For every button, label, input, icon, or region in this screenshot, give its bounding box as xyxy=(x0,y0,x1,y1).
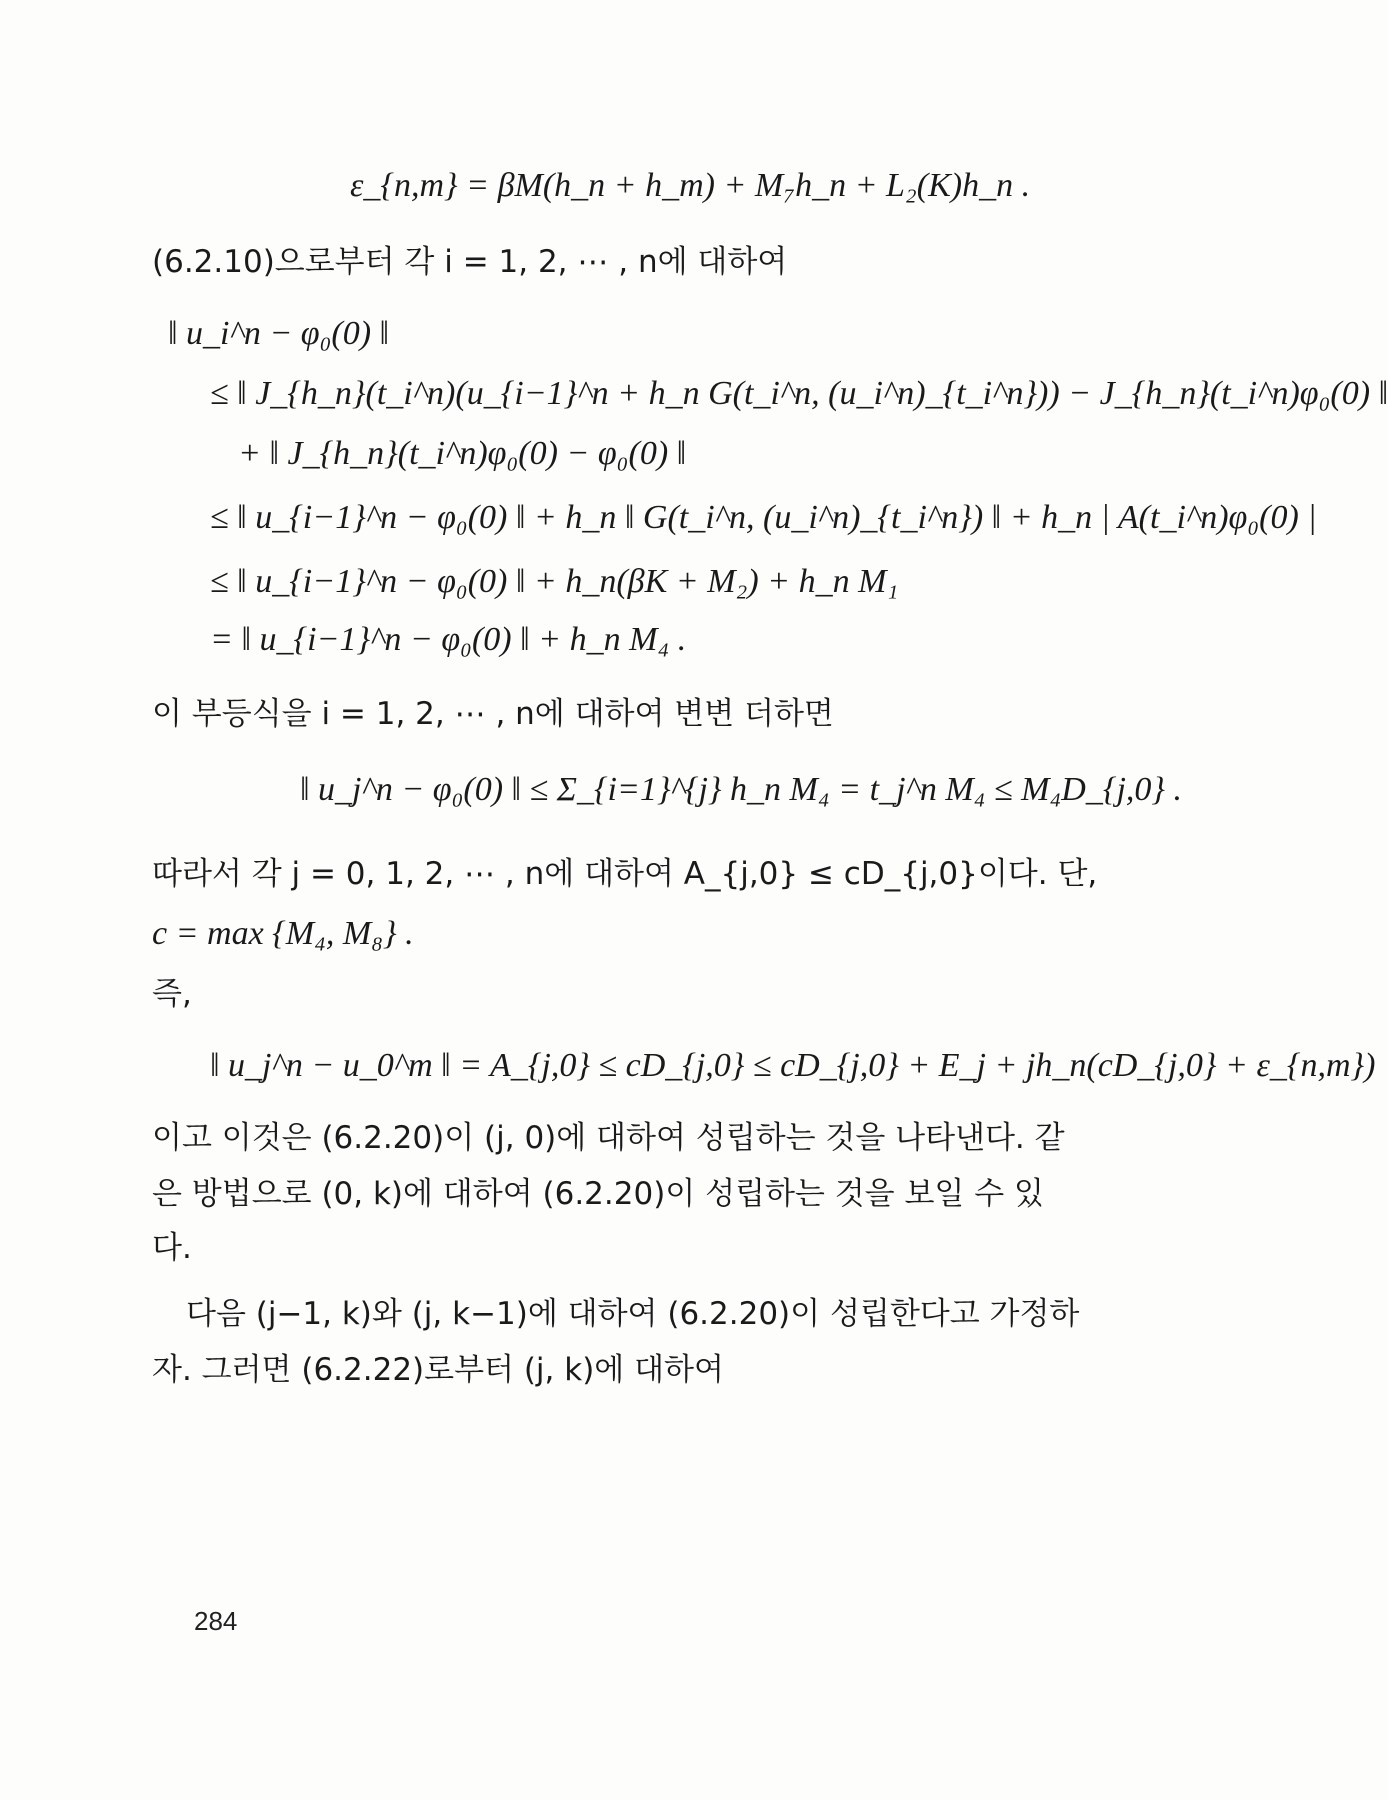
equation-line: ≤ ‖ u_{i−1}^n − φ₀(0) ‖ + h_n ‖ G(t_i^n, (u_i^n)_{t_i^n}) ‖ + h_n | A(t_i^n)φ₀(0) | xyxy=(210,499,1317,536)
equation-line: + ‖ J_{h_n}(t_i^n)φ₀(0) − φ₀(0) ‖ xyxy=(238,435,687,472)
text-line: 이 부등식을 i = 1, 2, ⋯ , n에 대하여 변변 더하면 xyxy=(152,696,834,732)
text-line: 은 방법으로 (0, k)에 대하여 (6.2.20)이 성립하는 것을 보일 수 있 xyxy=(152,1176,1044,1212)
text-line: (6.2.10)으로부터 각 i = 1, 2, ⋯ , n에 대하여 xyxy=(152,244,788,280)
page-number: 284 xyxy=(194,1606,238,1636)
equation-line: ‖ u_i^n − φ₀(0) ‖ xyxy=(168,315,390,352)
equation-epsilon: ε_{n,m} = βM(h_n + h_m) + M₇h_n + L₂(K)h_n . xyxy=(350,167,1031,204)
equation-line: = ‖ u_{i−1}^n − φ₀(0) ‖ + h_n M₄ . xyxy=(210,621,687,658)
equation-line: c = max {M₄, M₈} . xyxy=(152,915,414,952)
text-line: 다. xyxy=(152,1230,192,1266)
text-line: 따라서 각 j = 0, 1, 2, ⋯ , n에 대하여 A_{j,0} ≤ cD_{j,0}이다. 단, xyxy=(152,856,1098,892)
equation-line: ≤ ‖ J_{h_n}(t_i^n)(u_{i−1}^n + h_n G(t_i^n, (u_i^n)_{t_i^n})) − J_{h_n}(t_i^n)φ₀(0) ‖ xyxy=(210,375,1388,412)
equation-line: ≤ ‖ u_{i−1}^n − φ₀(0) ‖ + h_n(βK + M₂) + h_n M₁ xyxy=(210,563,899,600)
equation-line: ‖ u_j^n − u_0^m ‖ = A_{j,0} ≤ cD_{j,0} ≤ cD_{j,0} + E_j + jh_n(cD_{j,0} + ε_{n,m}) xyxy=(210,1047,1376,1084)
text-line: 이고 이것은 (6.2.20)이 (j, 0)에 대하여 성립하는 것을 나타낸다. 같 xyxy=(152,1120,1065,1156)
text-line: 즉, xyxy=(152,976,192,1012)
equation-sum: ‖ u_j^n − φ₀(0) ‖ ≤ Σ_{i=1}^{j} h_n M₄ = t_j^n M₄ ≤ M₄D_{j,0} . xyxy=(300,771,1182,808)
text-line: 자. 그러면 (6.2.22)로부터 (j, k)에 대하여 xyxy=(152,1352,724,1388)
text-line: 다음 (j−1, k)와 (j, k−1)에 대하여 (6.2.20)이 성립한다고 가정하 xyxy=(186,1296,1080,1332)
